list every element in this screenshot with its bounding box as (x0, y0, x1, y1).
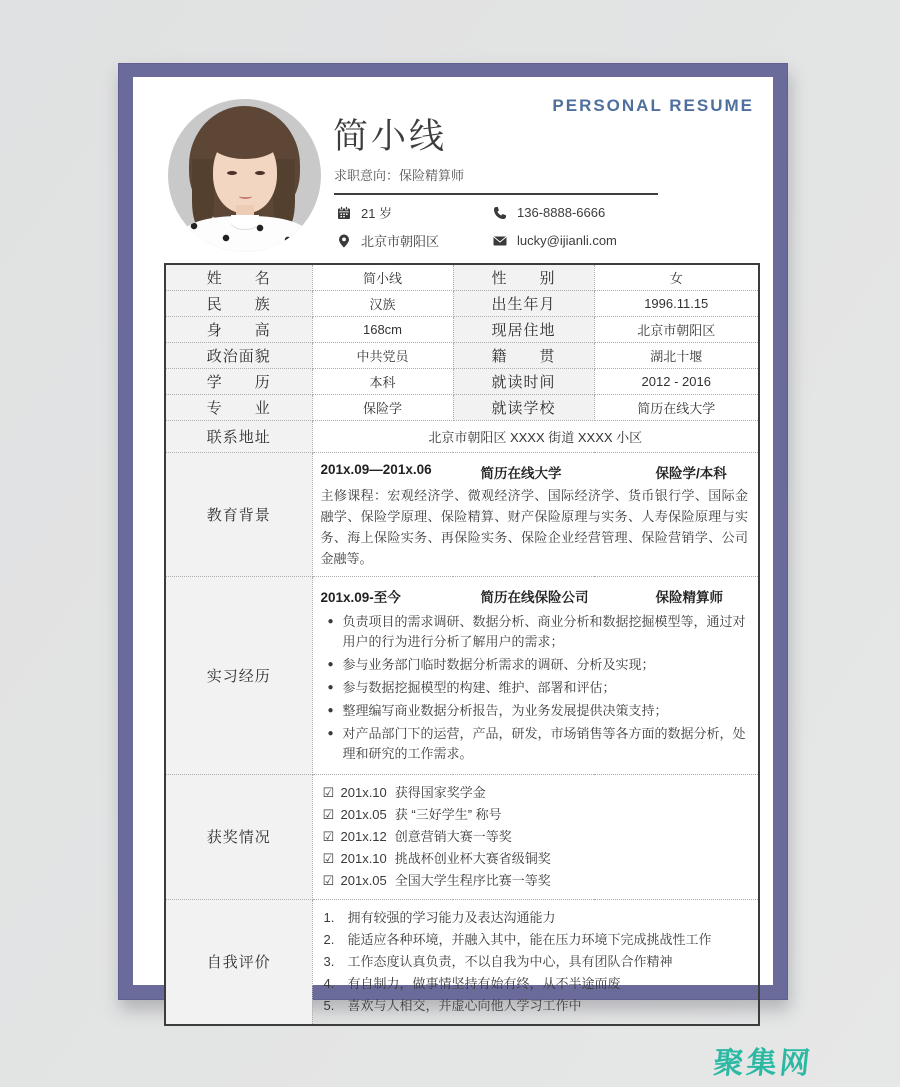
field-value: 保险学 (312, 394, 453, 420)
calendar-icon (337, 206, 351, 220)
self-evaluation-text: 拥有较强的学习能力及表达沟通能力 (347, 909, 556, 925)
self-evaluation-label: 自我评价 (165, 899, 312, 1025)
award-item (319, 804, 749, 826)
contact-email-text: lucky@ijianli.com (517, 233, 617, 248)
field-label: 民 族 (165, 290, 312, 316)
checked-checkbox-icon: ☑ (322, 806, 335, 822)
info-row (165, 394, 759, 420)
info-row (165, 342, 759, 368)
field-value: 湖北十堰 (594, 342, 759, 368)
field-value: 本科 (312, 368, 453, 394)
award-item (319, 870, 749, 892)
resume-title: PERSONAL RESUME (552, 96, 754, 115)
bullet-icon: ● (327, 727, 334, 739)
award-item (319, 782, 749, 804)
field-label: 政治面貌 (165, 342, 312, 368)
contact-phone (493, 203, 617, 222)
email-icon (493, 234, 507, 248)
duty-text: 对产品部门下的运营，产品，研发，市场销售等各方面的数据分析，处理和研究的工作需求。 (342, 725, 746, 761)
self-evaluation-item (319, 907, 749, 929)
award-item (319, 826, 749, 848)
award-text: 获得国家奖学金 (394, 784, 486, 800)
field-label: 籍 贯 (453, 342, 594, 368)
info-row (165, 368, 759, 394)
field-value: 汉族 (312, 290, 453, 316)
awards-row (165, 774, 759, 899)
resume-table (164, 263, 760, 1026)
address-value: 北京市朝阳区 XXXX 街道 XXXX 小区 (312, 420, 759, 452)
award-date: 201x.10 (340, 784, 387, 800)
contact-location (337, 231, 493, 250)
bullet-icon: ● (327, 681, 334, 693)
self-evaluation-content (312, 899, 759, 1025)
bullet-icon: ● (327, 704, 334, 716)
internship-duty-item (319, 612, 749, 652)
contact-info (337, 203, 617, 250)
self-evaluation-text: 喜欢与人相交，并虚心向他人学习工作中 (347, 997, 582, 1013)
internship-label: 实习经历 (165, 576, 312, 774)
education-headline (319, 460, 749, 485)
self-evaluation-item (319, 973, 749, 995)
contact-email (493, 231, 617, 250)
info-row (165, 290, 759, 316)
award-date: 201x.10 (340, 850, 387, 866)
resume-page-frame (118, 63, 788, 1013)
info-row (165, 264, 759, 290)
self-evaluation-row (165, 899, 759, 1025)
self-evaluation-item (319, 951, 749, 973)
contact-age-text: 21 岁 (361, 206, 393, 221)
field-label: 出生年月 (453, 290, 594, 316)
award-item (319, 848, 749, 870)
education-major: 保险学/本科 (655, 465, 727, 481)
site-watermark: 聚集网 (711, 1047, 815, 1080)
award-text: 全国大学生程序比赛一等奖 (394, 872, 551, 888)
awards-label: 获奖情况 (165, 774, 312, 899)
award-date: 201x.12 (340, 828, 387, 844)
award-text: 挑战杯创业杯大赛省级铜奖 (394, 850, 551, 866)
duty-text: 参与数据挖掘模型的构建、维护、部署和评估； (342, 679, 616, 695)
field-value: 简历在线大学 (594, 394, 759, 420)
basic-info-rows (165, 264, 759, 420)
job-intention: 求职意向：保险精算师 (334, 168, 465, 183)
internship-position: 保险精算师 (655, 589, 723, 605)
field-value: 中共党员 (312, 342, 453, 368)
award-text: 获 “三好学生” 称号 (394, 806, 502, 822)
field-label: 性 别 (453, 264, 594, 290)
duty-text: 整理编写商业数据分析报告，为业务发展提供决策支持； (342, 702, 668, 718)
contact-age (337, 203, 493, 222)
address-label: 联系地址 (165, 420, 312, 452)
field-label: 就读时间 (453, 368, 594, 394)
self-evaluation-item (319, 929, 749, 951)
education-content (312, 452, 759, 576)
resume-page (133, 77, 773, 1013)
self-evaluation-text: 能适应各种环境，并融入其中，能在压力环境下完成挑战性工作 (347, 931, 712, 947)
internship-period: 201x.09-至今 (320, 589, 401, 605)
field-label: 学 历 (165, 368, 312, 394)
internship-duty-item (319, 655, 749, 675)
info-row (165, 316, 759, 342)
self-evaluation-list (319, 907, 749, 1017)
award-text: 创意营销大赛一等奖 (394, 828, 512, 844)
education-school: 简历在线大学 (480, 465, 562, 481)
candidate-name: 简小线 (333, 117, 448, 156)
field-label: 身 高 (165, 316, 312, 342)
field-label: 专 业 (165, 394, 312, 420)
self-evaluation-text: 有自制力，做事情坚持有始有终，从不半途而废 (347, 975, 621, 991)
education-label: 教育背景 (165, 452, 312, 576)
education-courses: 主修课程：宏观经济学、微观经济学、国际经济学、货币银行学、国际金融学、保险学原理、保险精算、财产保险原理与实务、人寿保险原理与实务、海上保险实务、再保险实务、保险企业经营管理、保险营销学、公司金融等。 (320, 487, 748, 566)
bullet-icon: ● (327, 615, 334, 627)
field-value: 女 (594, 264, 759, 290)
internship-duty-item (319, 678, 749, 698)
field-value: 简小线 (312, 264, 453, 290)
checked-checkbox-icon: ☑ (322, 784, 335, 800)
self-evaluation-text: 工作态度认真负责，不以自我为中心，具有团队合作精神 (347, 953, 673, 969)
phone-icon (493, 206, 507, 220)
field-value: 2012 - 2016 (594, 368, 759, 394)
education-row (165, 452, 759, 576)
internship-content (312, 576, 759, 774)
internship-company: 简历在线保险公司 (480, 589, 589, 605)
header-divider (334, 193, 658, 195)
award-date: 201x.05 (340, 872, 387, 888)
field-label: 姓 名 (165, 264, 312, 290)
checked-checkbox-icon: ☑ (322, 850, 335, 866)
internship-duty-item (319, 701, 749, 721)
contact-phone-text: 136-8888-6666 (517, 205, 606, 220)
education-period: 201x.09—201x.06 (320, 461, 432, 477)
checked-checkbox-icon: ☑ (322, 828, 335, 844)
checked-checkbox-icon: ☑ (322, 872, 335, 888)
internship-duty-list (319, 612, 749, 764)
self-evaluation-item (319, 995, 749, 1017)
location-pin-icon (337, 234, 351, 248)
internship-duty-item (319, 724, 749, 764)
award-date: 201x.05 (340, 806, 387, 822)
avatar (168, 99, 321, 252)
bullet-icon: ● (327, 658, 334, 670)
awards-content (312, 774, 759, 899)
awards-list (319, 782, 749, 892)
internship-row (165, 576, 759, 774)
field-value: 1996.11.15 (594, 290, 759, 316)
field-value: 北京市朝阳区 (594, 316, 759, 342)
contact-location-text: 北京市朝阳区 (361, 234, 440, 249)
field-label: 现居住地 (453, 316, 594, 342)
address-row (165, 420, 759, 452)
duty-text: 负责项目的需求调研、数据分析、商业分析和数据挖掘模型等，通过对用户的行为进行分析了解用户的需求； (342, 613, 746, 649)
internship-headline (319, 584, 749, 609)
field-value: 168cm (312, 316, 453, 342)
field-label: 就读学校 (453, 394, 594, 420)
duty-text: 参与业务部门临时数据分析需求的调研、分析及实现； (342, 656, 655, 672)
